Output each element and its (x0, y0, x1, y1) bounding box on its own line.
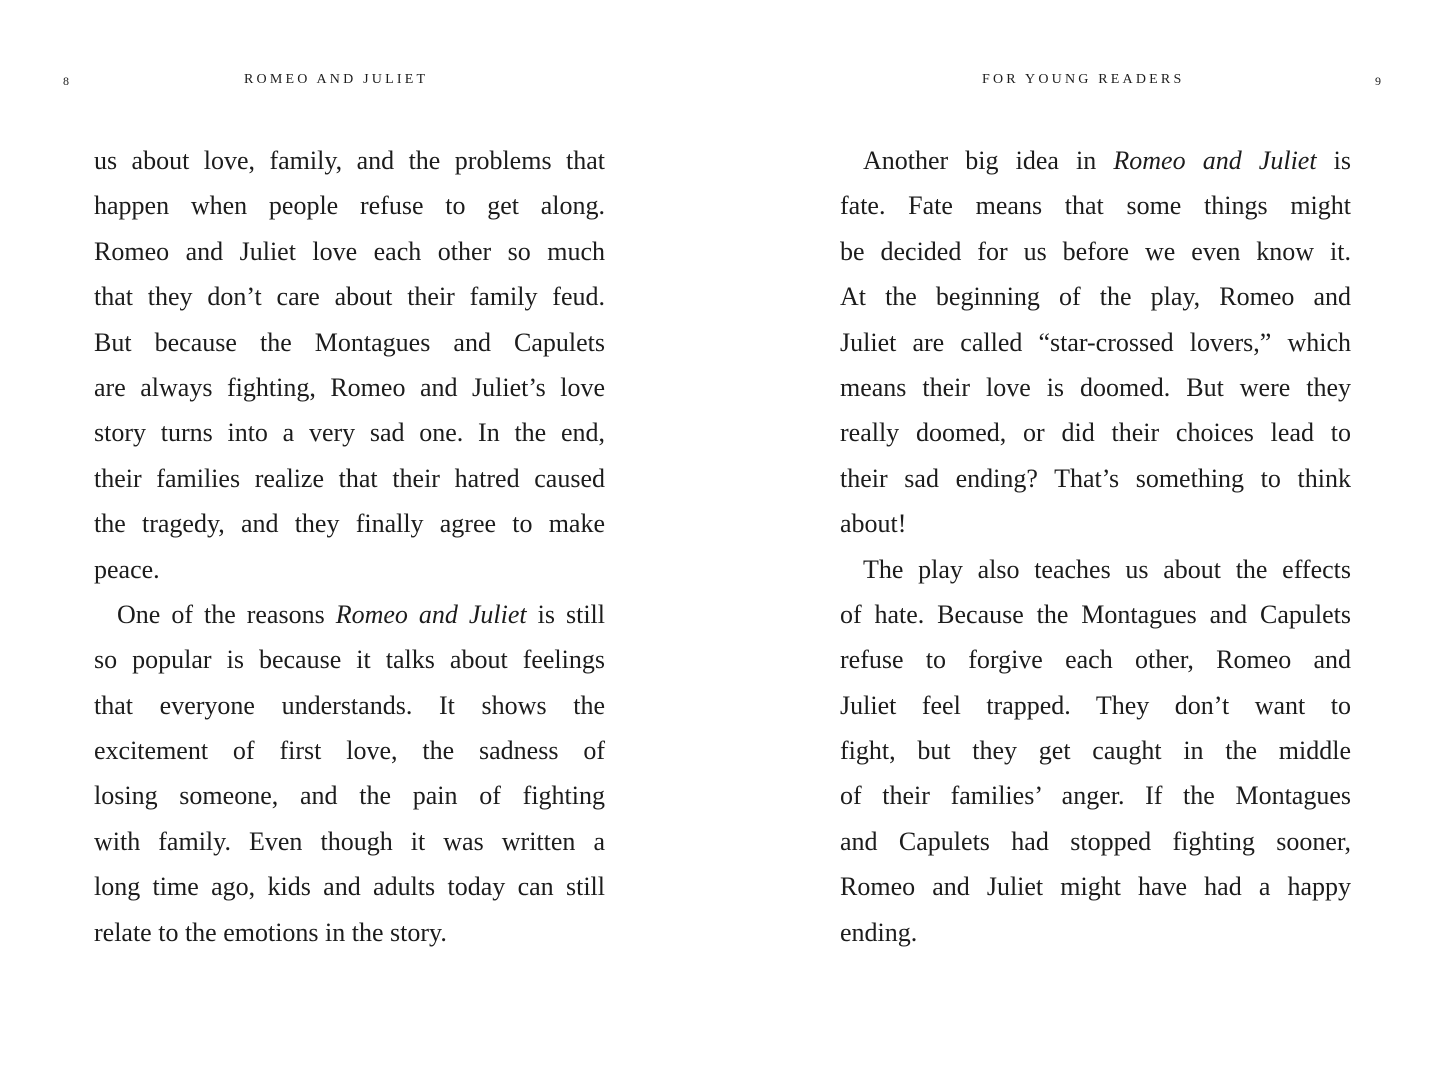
text-line: Juliet feel trapped. They don’t want to (840, 690, 1351, 720)
running-head: FOR YOUNG READERS (982, 72, 1185, 87)
text-line (840, 138, 1351, 183)
text-line: of hate. Because the Montagues and Capulets (840, 599, 1351, 629)
text-line: Romeo and Juliet might have had a happy (840, 872, 1351, 902)
text-line: ending. (840, 917, 918, 947)
text-line: means their love is doomed. But were they (840, 372, 1351, 402)
book-title-italic: Romeo and Juliet (1113, 146, 1317, 175)
text-line: Romeo and Juliet love each other so much (94, 236, 605, 266)
text-line: At the beginning of the play, Romeo and (840, 282, 1351, 312)
text-line: that everyone understands. It shows the (94, 690, 605, 720)
text-line: peace. (94, 554, 160, 584)
text-line: of their families’ anger. If the Montagues (840, 781, 1351, 811)
text-line: and Capulets had stopped fighting sooner, (840, 826, 1351, 856)
text-segment: is still (526, 599, 606, 629)
text-line: long time ago, kids and adults today can still (94, 872, 605, 902)
text-line: fate. Fate means that some things might (840, 191, 1351, 221)
text-segment: is (1316, 146, 1352, 175)
text-line: the tragedy, and they finally agree to make (94, 509, 605, 539)
text-line: excitement of first love, the sadness of (94, 736, 605, 766)
text-line: losing someone, and the pain of fighting (94, 781, 605, 811)
text-line: Juliet are called “star-crossed lovers,” which (840, 327, 1351, 357)
text-line: fight, but they get caught in the middle (840, 736, 1351, 766)
text-line: really doomed, or did their choices lead to (840, 418, 1351, 448)
text-line: be decided for us before we even know it. (840, 236, 1351, 266)
text-line: us about love, family, and the problems that (94, 146, 605, 175)
body-text (840, 138, 1351, 955)
text-line: relate to the emotions in the story. (94, 917, 447, 947)
page-number: 9 (1375, 74, 1382, 88)
book-title-italic: Romeo and Juliet (335, 599, 527, 629)
text-segment: One of the reasons (117, 599, 336, 629)
running-head: ROMEO AND JULIET (244, 72, 429, 87)
text-line: are always fighting, Romeo and Juliet’s love (94, 372, 605, 402)
text-line: their sad ending? That’s something to think (840, 463, 1351, 493)
text-line: their families realize that their hatred caused (94, 463, 605, 493)
text-line: so popular is because it talks about feelings (94, 645, 605, 675)
text-line: happen when people refuse to get along. (94, 191, 605, 221)
text-line: refuse to forgive each other, Romeo and (840, 645, 1351, 675)
text-line (94, 592, 605, 637)
text-line: But because the Montagues and Capulets (94, 327, 605, 357)
text-line: that they don’t care about their family feud. (94, 282, 605, 312)
text-line: The play also teaches us about the effects (863, 554, 1351, 584)
text-line: about! (840, 509, 907, 539)
body-text (94, 138, 605, 955)
text-segment: Another big idea in (863, 146, 1114, 175)
page-number: 8 (63, 74, 70, 88)
text-line: story turns into a very sad one. In the end, (94, 418, 605, 448)
right-page (722, 0, 1444, 1068)
text-line: with family. Even though it was written a (94, 826, 605, 856)
left-page (0, 0, 722, 1068)
